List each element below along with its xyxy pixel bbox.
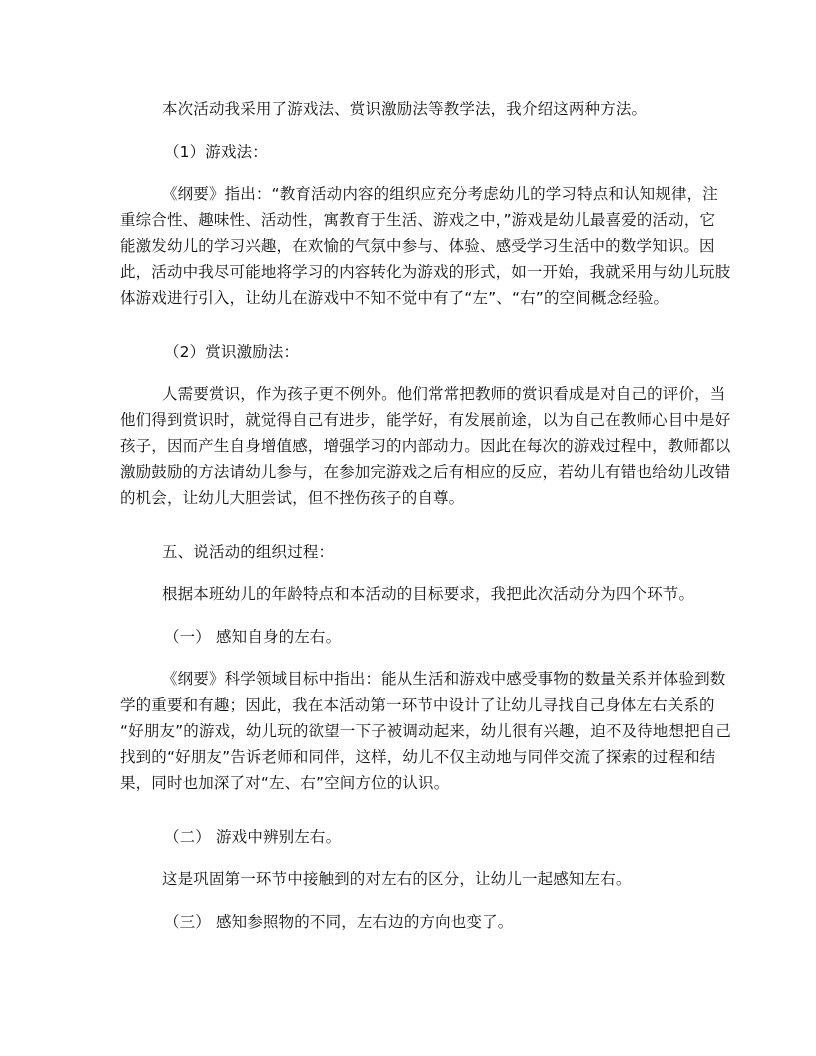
- text-line: 《纲要》指出：“教育活动内容的组织应充分考虑幼儿的学习特点和认知规律，注: [162, 185, 718, 203]
- text-line: （1）游戏法：: [164, 143, 268, 161]
- text-line: 激励鼓励的方法请幼儿参与，在参加完游戏之后有相应的反应，若幼儿有错也给幼儿改错: [120, 463, 731, 481]
- text-line: 体游戏进行引入，让幼儿在游戏中不知不觉中有了“左”、“右”的空间概念经验。: [120, 289, 670, 307]
- text-line: 根据本班幼儿的年龄特点和本活动的目标要求，我把此次活动分为四个环节。: [162, 585, 695, 603]
- text-line: （二） 游戏中辨别左右。: [164, 828, 342, 846]
- heading-section-five: [120, 539, 696, 565]
- text-line: 《纲要》科学领域目标中指出：能从生活和游戏中感受事物的数量关系并体验到数: [162, 670, 726, 688]
- text-line: 果，同时也加深了对“左、右”空间方位的认识。: [120, 774, 450, 792]
- text-line: “好朋友”的游戏，幼儿玩的欲望一下子被调动起来，幼儿很有兴趣，迫不及待地想把自己: [120, 722, 732, 740]
- paragraph-stage-two: [120, 866, 696, 892]
- text-line: 的机会，让幼儿大胆尝试，但不挫伤孩子的自尊。: [120, 489, 465, 507]
- paragraph-stage-one: [120, 666, 732, 796]
- text-line: 能激发幼儿的学习兴趣，在欢愉的气氛中参与、体验、感受学习生活中的数学知识。因: [120, 237, 715, 255]
- heading-stage-two: [120, 824, 696, 850]
- paragraph-appreciation-method: [120, 381, 731, 511]
- text-line: （三） 感知参照物的不同，左右边的方向也变了。: [164, 913, 514, 931]
- text-line: （一） 感知自身的左右。: [164, 628, 342, 646]
- text-line: 此，活动中我尽可能地将学习的内容转化为游戏的形式，如一开始，我就采用与幼儿玩肢: [120, 263, 731, 281]
- text-line: 这是巩固第一环节中接触到的对左右的区分，让幼儿一起感知左右。: [162, 870, 632, 888]
- text-line: 五、说活动的组织过程：: [162, 543, 335, 561]
- text-line: 孩子，因而产生自身增值感，增强学习的内部动力。因此在每次的游戏过程中，教师都以: [120, 437, 731, 455]
- heading-game-method: [120, 139, 696, 165]
- text-line: 他们得到赏识时，就觉得自己有进步，能学好，有发展前途，以为自己在教师心目中是好: [120, 411, 731, 429]
- text-line: 学的重要和有趣；因此，我在本活动第一环节中设计了让幼儿寻找自己身体左右关系的: [120, 696, 715, 714]
- paragraph-methods-intro: [120, 96, 696, 122]
- text-line: 找到的“好朋友”告诉老师和同伴，这样，幼儿不仅主动地与同伴交流了探索的过程和结: [120, 748, 716, 766]
- paragraph-game-method: [120, 181, 731, 311]
- text-line: 重综合性、趣味性、活动性，寓教育于生活、游戏之中，”游戏是幼儿最喜爱的活动，它: [120, 211, 716, 229]
- text-line: （2）赏识激励法：: [164, 343, 300, 361]
- heading-stage-three: [120, 909, 696, 935]
- heading-stage-one: [120, 624, 696, 650]
- paragraph-four-stages: [120, 581, 696, 607]
- text-line: 本次活动我采用了游戏法、赏识激励法等教学法，我介绍这两种方法。: [162, 100, 648, 118]
- heading-appreciation-method: [120, 339, 696, 365]
- text-line: 人需要赏识，作为孩子更不例外。他们常常把教师的赏识看成是对自己的评价，当: [162, 385, 726, 403]
